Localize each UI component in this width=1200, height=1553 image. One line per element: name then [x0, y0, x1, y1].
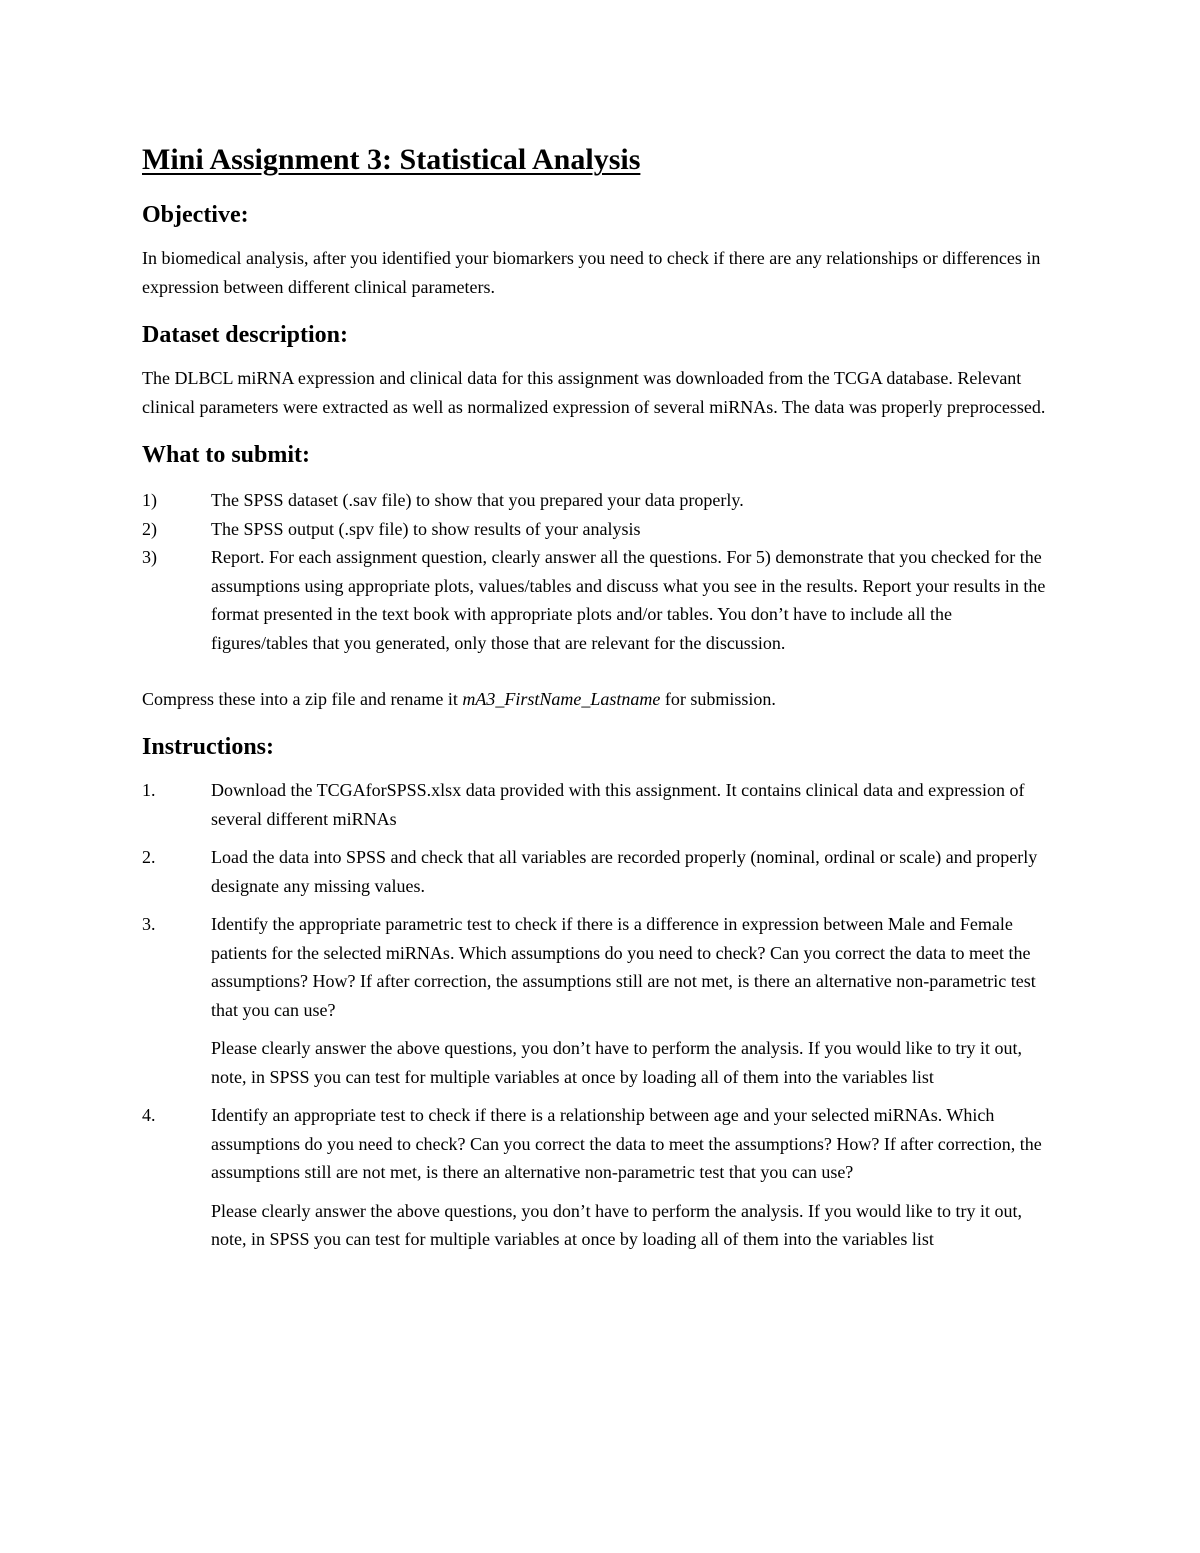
list-marker: 4. — [142, 1105, 156, 1125]
submit-item — [142, 543, 1052, 657]
list-marker: 2) — [142, 518, 157, 539]
instruction-text: Load the data into SPSS and check that all variables are recorded properly (nominal, ordinal or scale) and properly designate any missing values. — [211, 847, 1038, 896]
instructions-list — [142, 776, 1052, 1254]
compress-text-after: for submission. — [660, 689, 776, 709]
document-page — [142, 140, 1052, 1264]
submit-item-text: The SPSS dataset (.sav file) to show that you prepared your data properly. — [211, 490, 744, 510]
instruction-note: Please clearly answer the above questions, you don’t have to perform the analysis. If you would like to try it out, note, in SPSS you can test for multiple variables at once by loading all of them into the variables list — [211, 1200, 1022, 1249]
submit-list — [142, 486, 1052, 657]
compress-instruction — [142, 685, 1052, 714]
instruction-note: Please clearly answer the above questions, you don’t have to perform the analysis. If you would like to try it out, note, in SPSS you can test for multiple variables at once by loading all of them into the variables list — [211, 1038, 1022, 1087]
list-marker: 1) — [142, 490, 157, 510]
list-marker: 3) — [142, 547, 157, 567]
instruction-item — [142, 776, 1052, 833]
instruction-text: Download the TCGAforSPSS.xlsx data provided with this assignment. It contains clinical data and expression of several different miRNAs — [211, 780, 1025, 829]
dataset-heading: Dataset description: — [142, 322, 348, 348]
submit-item-text: The SPSS output (.spv file) to show results of your analysis — [211, 518, 641, 539]
instruction-item — [142, 843, 1052, 900]
instruction-text: Identify an appropriate test to check if there is a relationship between age and your selected miRNAs. Which assumptions do you need to check? Can you correct the data to meet the assumptions? How? If after correction, the assumptions still are not met, is there an alternative non-parametric test that you can use? — [211, 1105, 1042, 1182]
compress-text-before: Compress these into a zip file and rename it — [142, 689, 463, 709]
list-marker: 3. — [142, 914, 156, 934]
instruction-item — [142, 1101, 1052, 1254]
dataset-text: The DLBCL miRNA expression and clinical data for this assignment was downloaded from the TCGA database. Relevant clinical parameters were extracted as well as normalized expression of several miRNAs. The data was properly preprocessed. — [142, 368, 1046, 417]
document-title: Mini Assignment 3: Statistical Analysis — [142, 143, 641, 176]
submit-item-text: Report. For each assignment question, clearly answer all the questions. For 5) demonstrate that you checked for the assumptions using appropriate plots, values/tables and discuss what you see in the results. Report your results in the format presented in the text book with appropriate plots and/or tables. You don’t have to include all the figures/tables that you generated, only those that are relevant for the discussion. — [211, 547, 1046, 653]
objective-heading: Objective: — [142, 202, 249, 228]
submission-filename: mA3_FirstName_Lastname — [462, 689, 661, 709]
list-marker: 2. — [142, 847, 156, 867]
objective-text: In biomedical analysis, after you identified your biomarkers you need to check if there are any relationships or differences in expression between different clinical parameters. — [142, 248, 1041, 297]
instruction-item — [142, 910, 1052, 1091]
submit-item — [142, 486, 1052, 515]
submit-item — [142, 515, 1052, 544]
instruction-text: Identify the appropriate parametric test to check if there is a difference in expression between Male and Female patients for the selected miRNAs. Which assumptions do you need to check? Can you correct the data to meet the assumptions? How? If after correction, the assumptions still are not met, is there an alternative non-parametric test that you can use? — [211, 914, 1036, 1020]
instructions-heading: Instructions: — [142, 734, 275, 760]
list-marker: 1. — [142, 780, 156, 800]
submit-heading: What to submit: — [142, 442, 311, 468]
